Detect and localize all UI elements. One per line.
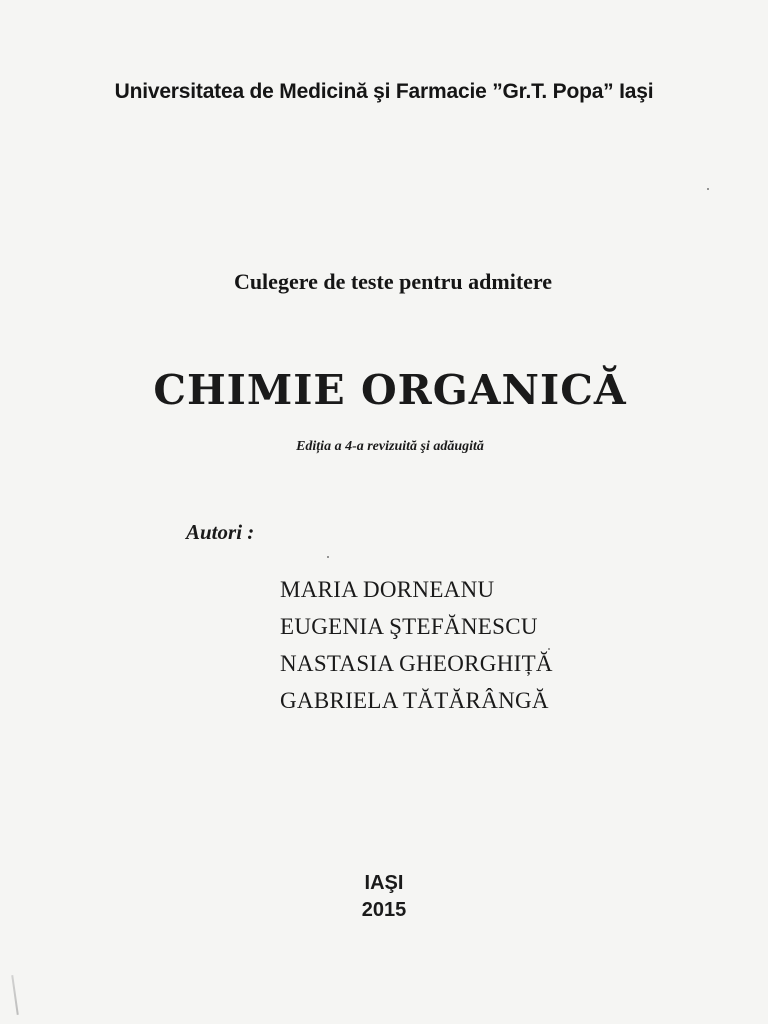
scan-scratch	[11, 975, 19, 1015]
author-name: MARIA DORNEANU	[280, 577, 495, 602]
scan-speck	[548, 648, 550, 650]
scan-speck	[327, 556, 329, 558]
publication-year: 2015	[361, 899, 407, 921]
author-name: EUGENIA ŞTEFĂNESCU	[280, 614, 538, 639]
edition-note: Ediția a 4-a revizuită şi adăugită	[296, 439, 484, 454]
scan-speck	[707, 188, 709, 190]
author-name: GABRIELA TĂTĂRÂNGĂ	[280, 688, 549, 713]
author-name: NASTASIA GHEORGHIȚĂ	[280, 651, 553, 676]
publication-city: IAŞI	[364, 872, 404, 894]
book-subtitle: Culegere de teste pentru admitere	[233, 269, 553, 294]
authors-list	[280, 571, 553, 719]
authors-label: Autori :	[186, 520, 255, 544]
publication-place-year	[350, 870, 418, 924]
university-name: Universitatea de Medicină şi Farmacie ”Gr.T. Popa” Iaşi	[114, 80, 654, 103]
book-title: CHIMIE ORGANICĂ	[153, 366, 627, 414]
